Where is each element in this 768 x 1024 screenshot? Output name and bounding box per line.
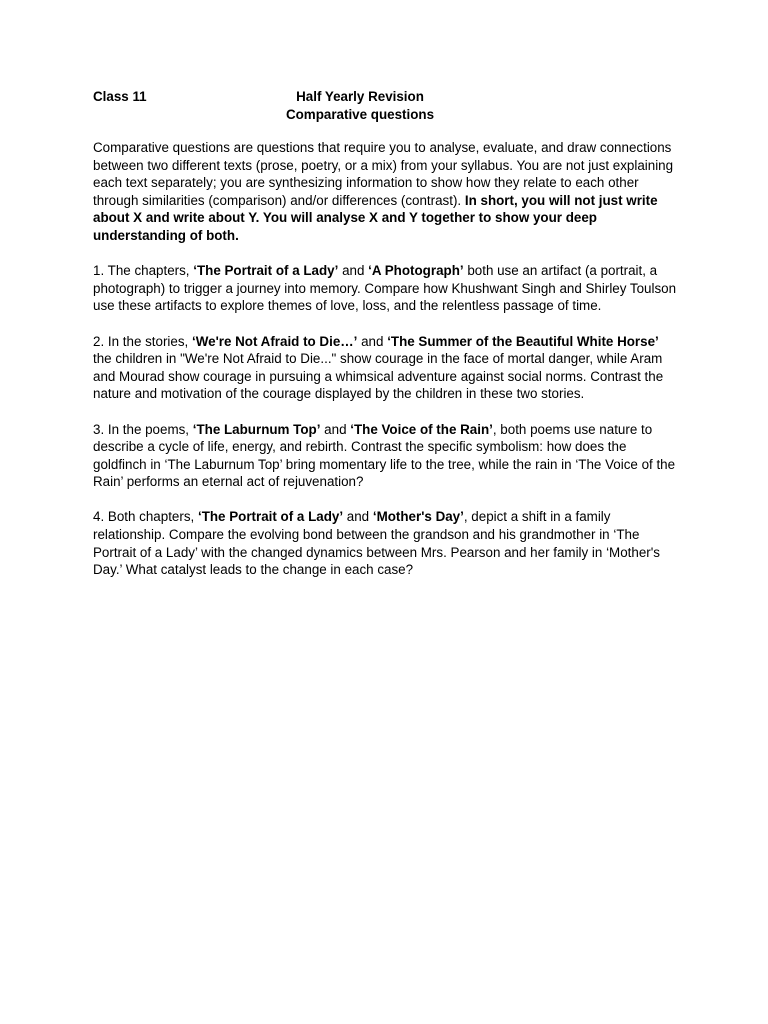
- question-title-a: ‘The Portrait of a Lady’: [193, 263, 339, 279]
- document-subtitle: Comparative questions: [285, 106, 435, 122]
- question-title-b: ‘The Summer of the Beautiful White Horse’: [387, 333, 659, 349]
- question-prefix: 1. The chapters,: [93, 263, 194, 279]
- question-joiner: and: [338, 263, 369, 279]
- title-block: [260, 88, 460, 123]
- question-title-b: ‘A Photograph’: [368, 263, 464, 279]
- document-header: [93, 88, 683, 124]
- intro-text: Comparative questions are questions that require you to analyse, evaluate, and draw connections between two different texts (prose, poetry, or a mix) from your syllabus. You are not just explaining each text separately; you are synthesizing information to show how they relate to each other through similarities (comparison) and/or differences (contrast).: [93, 140, 674, 208]
- question-prefix: 4. Both chapters,: [93, 509, 198, 525]
- question-3: [93, 421, 681, 491]
- intro-bold-summary: In short, you will not just write about X and write about Y. You will analyse X and Y together to show your deep understanding of both.: [93, 192, 658, 243]
- question-text: the children in "We're Not Afraid to Die..." show courage in the face of mortal danger, while Aram and Mourad show courage in pursuing a whimsical adventure against social norms. Contrast the nature and motivation of the courage displayed by the children in these two stories.: [93, 351, 664, 402]
- question-2: [93, 333, 681, 403]
- question-text: , depict a shift in a family relationship. Compare the evolving bond between the grandson and his grandmother in ‘The Portrait of a Lady’ with the changed dynamics between Mrs. Pearson and her family in ‘Mother's Day.’ What catalyst leads to the change in each case?: [93, 509, 660, 578]
- intro-paragraph: [93, 139, 681, 245]
- question-title-b: ‘Mother's Day’: [372, 509, 464, 525]
- question-title-a: ‘The Laburnum Top’: [192, 421, 321, 437]
- document-body: [93, 139, 681, 596]
- question-joiner: and: [357, 333, 388, 349]
- question-prefix: 3. In the poems,: [93, 421, 193, 437]
- question-title-a: ‘The Portrait of a Lady’: [197, 509, 344, 525]
- question-text: both use an artifact (a portrait, a photograph) to trigger a journey into memory. Compare how Khushwant Singh and Shirley Toulson use these artifacts to explore themes of love, loss, and the relentless passage of time.: [93, 263, 677, 314]
- question-joiner: and: [343, 509, 373, 525]
- class-label: Class 11: [93, 89, 147, 104]
- question-joiner: and: [320, 421, 351, 437]
- question-1: [93, 262, 681, 315]
- document-title: Half Yearly Revision: [296, 89, 424, 104]
- question-title-b: ‘The Voice of the Rain’: [350, 421, 493, 437]
- question-prefix: 2. In the stories,: [93, 333, 192, 349]
- question-4: [93, 508, 681, 578]
- question-title-a: ‘We're Not Afraid to Die…’: [192, 333, 358, 349]
- question-text: , both poems use nature to describe a cycle of life, energy, and rebirth. Contrast the specific symbolism: how does the goldfinch in ‘The Laburnum Top’ bring momentary life to the tree, while the rain in ‘The Voice of the Rain’ performs an eternal act of rejuvenation?: [93, 421, 676, 490]
